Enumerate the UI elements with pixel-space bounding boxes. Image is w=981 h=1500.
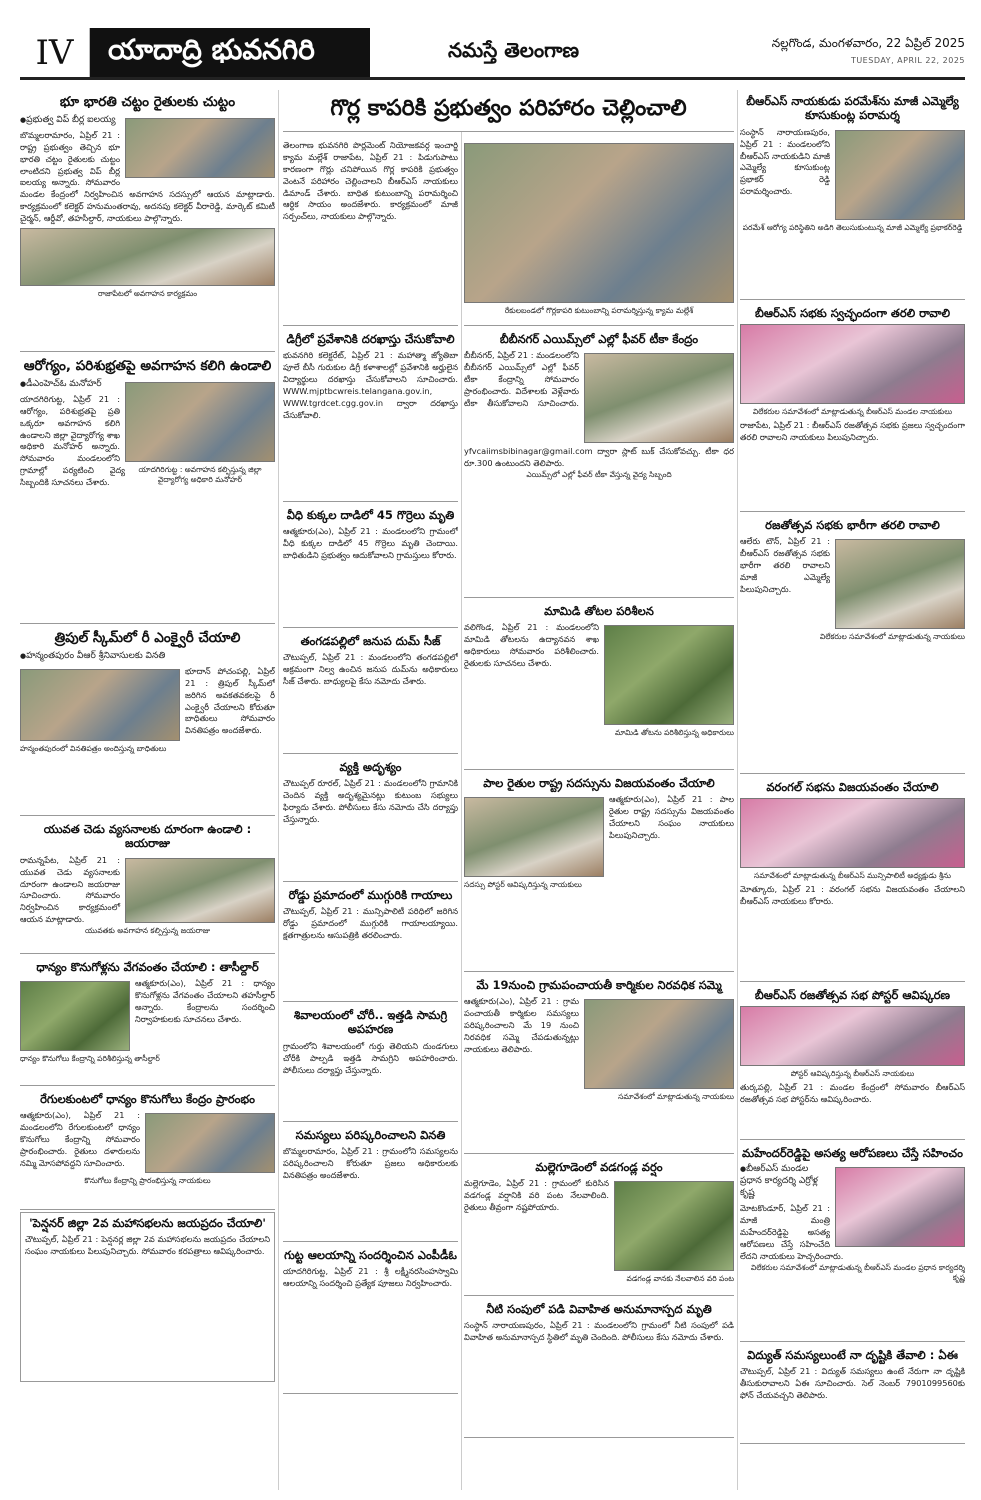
story-photo: [125, 118, 275, 178]
story-photo: [604, 625, 734, 725]
story-headline: సమస్యలు పరిష్కరించాలని వినతి: [295, 1128, 446, 1142]
column-3: [464, 136, 734, 1490]
story-body: యాదగిరిగుట్ట, ఏప్రిల్ 21 : ఆరోగ్యం, పరిశుభ్రతపై ప్రతి ఒక్కరూ అవగాహన కలిగి ఉండాలని జిల్లా వైద్యారోగ్య శాఖ అధికారి మనోహర్ అన్నారు. సోమవారం మండలంలోని గ్రామాల్లో పర్యటించి వైద్య సిబ్బందికి సూచనలు చేశారు.: [20, 393, 125, 488]
news-story: [464, 1156, 734, 1296]
news-story: [464, 600, 734, 770]
news-story: [283, 630, 458, 754]
news-story: [464, 328, 734, 598]
story-photo: [835, 1167, 965, 1247]
story-body: ఆత్మకూరు(ఎం), ఏప్రిల్ 21 : ధాన్యం కొనుగోళ్లను వేగవంతం చేయాలని తహసీల్దార్ అన్నారు. కేంద్రాలను సందర్శించి నిర్వాహకులకు సూచనలు చేశారు.: [135, 978, 275, 1025]
story-body: వలిగొండ, ఏప్రిల్ 21 : మండలంలోని మామిడి తోటలను ఉద్యానవన శాఖ అధికారులు సోమవారం పరిశీలించారు. రైతులకు సూచనలు చేశారు.: [464, 622, 599, 669]
column-rule: [737, 90, 738, 1490]
story-body: ఆత్మకూరు(ఎం), ఏప్రిల్ 21 : పాల రైతుల రాష్ట్ర సదస్సును విజయవంతం చేయాలని సంఘం నాయకులు పిలుపునిచ్చారు.: [609, 794, 734, 841]
story-body: బొమ్మలరామారం, ఏప్రిల్ 21 : గ్రామంలోని సమస్యలను పరిష్కరించాలని కోరుతూ ప్రజలు అధికారులకు వినతిపత్రం అందజేశారు.: [283, 1146, 458, 1181]
photo-caption: పోస్టర్ ఆవిష్కరిస్తున్న బీఆర్ఎస్ నాయకులు: [790, 1069, 915, 1079]
story-headline: మల్లెగూడెంలో వడగండ్ల వర్షం: [535, 1160, 663, 1174]
story-headline: త్రిపుల్ స్కీమ్‌లో రీ ఎంక్వైరీ చేయాలి: [54, 630, 241, 646]
dateline: [710, 28, 965, 77]
story-headline: బీఆర్ఎస్ నాయకుడు పరమేశ్‌ను మాజీ ఎమ్మెల్యే కూసుకుంట్ల పరామర్శ: [746, 94, 959, 123]
story-headline: వీధి కుక్కల దాడిలో 45 గొర్రెలు మృతి: [286, 508, 455, 522]
story-photo: [125, 382, 275, 462]
story-photo: [584, 353, 734, 443]
story-byline: ● ప్రభుత్వ విప్ బీర్ల ఐలయ్య: [20, 115, 275, 127]
story-headline: రజతోత్సవ సభకు భారీగా తరలి రావాలి: [765, 518, 940, 532]
news-story: [740, 984, 965, 1140]
story-body: చౌటుప్పల్ రూరల్, ఏప్రిల్ 21 : మండలంలోని గ్రామానికి చెందిన వ్యక్తి అదృశ్యమైనట్లు కుటుంబ సభ్యులు ఫిర్యాదు చేశారు. పోలీసులు కేసు నమోదు చేసి దర్యాప్తు చేస్తున్నారు.: [283, 778, 458, 825]
story-body: ఆత్మకూరు(ఎం), ఏప్రిల్ 21 : గ్రామ పంచాయతీ కార్మికుల సమస్యలు పరిష్కరించాలని మే 19 నుంచి నిరవధిక సమ్మె చేపడుతున్నట్లు నాయకులు తెలిపారు.: [464, 996, 579, 1054]
story-byline: ● బీఆర్ఎస్ మండల ప్రధాన కార్యదర్శి ఎర్రోళ్ల కృష్ణ: [740, 1164, 965, 1200]
story-photo: [20, 228, 275, 286]
story-body: బీబీనగర్, ఏప్రిల్ 21 : మండలంలోని బీబీనగర్ ఎయిమ్స్‌లో ఎల్లో ఫీవర్ టీకా కేంద్రాన్ని సోమవారం ప్రారంభించారు. విదేశాలకు వెళ్లేవారు టీకా తీసుకోవాలని సూచించారు. yfvcaiimsbibinagar@gmail.com ద్వారా స్లాట్ బుక్ చేసుకోవచ్చు. టీకా ధర రూ.300 ఉంటుందని తెలిపారు.: [464, 350, 734, 469]
news-story: [283, 756, 458, 882]
news-story: [283, 884, 458, 1002]
photo-caption: రేకులబండలో గొర్లకాపరి కుటుంబాన్ని పరామర్శిస్తున్న క్యామ మల్లేశ్: [504, 306, 694, 315]
story-photo: [125, 858, 275, 923]
date-telugu: నల్లగొండ, మంగళవారం, 22 ఏప్రిల్ 2025: [771, 36, 965, 50]
column-rule: [461, 132, 462, 1490]
story-headline: బీబీనగర్ ఎయిమ్స్‌లో ఎల్లో ఫీవర్ టీకా కేంద్రం: [499, 332, 699, 346]
story-headline: యువత చెడు వ్యసనాలకు దూరంగా ఉండాలి : జయరాజు: [43, 822, 252, 851]
story-headline: 'పెన్షనర్ జిల్లా 2వ మహాసభలను జయప్రదం చేయాలి': [29, 1216, 266, 1230]
news-story: [20, 626, 275, 816]
column-rule: [278, 90, 279, 1490]
photo-caption: వడగండ్ల వానకు నేలవాలిన వరి పంట: [626, 1274, 734, 1284]
photo-caption: యాదగిరిగుట్ట : అవగాహన కల్పిస్తున్న జిల్లా వైద్యారోగ్య అధికారి మనోహర్: [138, 464, 262, 484]
news-story: [464, 974, 734, 1154]
story-body: తుర్కపల్లి, ఏప్రిల్ 21 : మండల కేంద్రంలో సోమవారం బీఆర్ఎస్ రజతోత్సవ సభ పోస్టర్‌ను ఆవిష్కరించారు.: [740, 1082, 965, 1105]
news-story: [283, 136, 458, 326]
story-body: భూదాన్ పోచంపల్లి, ఏప్రిల్ 21 : త్రిపుల్ స్కీమ్‌లో జరిగిన అవకతవకలపై రీ ఎంక్వైరీ చేయాలని కోరుతూ బాధితులు సోమవారం వినతిపత్రం అందజేశారు.: [185, 665, 275, 736]
story-headline: బీఆర్ఎస్ రజతోత్సవ సభ పోస్టర్ ఆవిష్కరణ: [754, 988, 951, 1002]
story-photo: [20, 669, 180, 741]
story-photo: [740, 798, 965, 868]
story-photo: [835, 539, 965, 629]
news-story: [740, 1344, 965, 1444]
story-byline: ● డీఎంహెచ్ఓ మనోహర్: [20, 379, 275, 391]
story-body: చౌటుప్పల్, ఏప్రిల్ 21 : మున్సిపాలిటీ పరిధిలో జరిగిన రోడ్డు ప్రమాదంలో ముగ్గురికి గాయాలయ్యాయి. క్షతగాత్రులను ఆసుపత్రికి తరలించారు.: [283, 906, 458, 941]
photo-caption: సమావేశంలో మాట్లాడుతున్న బీఆర్ఎస్ మున్సిపాలిటీ అధ్యక్షుడు శ్రీను: [753, 871, 952, 881]
photo-caption: రాజాపేటలో అవగాహన కార్యక్రమం: [97, 289, 198, 298]
photo-caption: విలేకరుల సమావేశంలో మాట్లాడుతున్న బీఆర్ఎస్ మండల ప్రధాన కార్యదర్శి కృష్ణ: [750, 1262, 965, 1282]
story-headline: బీఆర్ఎస్ సభకు స్వచ్ఛందంగా తరలి రావాలి: [754, 306, 951, 320]
story-headline: నీటి సంపులో పడి వివాహిత అనుమానాస్పద మృతి: [486, 1302, 712, 1316]
story-body: యాదగిరిగుట్ట, ఏప్రిల్ 21 : శ్రీ లక్ష్మీనరసింహస్వామి ఆలయాన్ని సందర్శించి ప్రత్యేక పూజలు నిర్వహించారు.: [283, 1266, 458, 1289]
photo-caption: పరమేశ్ ఆరోగ్య పరిస్థితిని అడిగి తెలుసుకుంటున్న మాజీ ఎమ్మెల్యే ప్రభాకర్‌రెడ్డి: [742, 222, 963, 232]
photo-caption: యువతకు అవగాహన కల్పిస్తున్న జయరాజు: [84, 926, 211, 936]
news-story: [740, 90, 965, 300]
news-story: [740, 514, 965, 774]
story-headline: రేగులకుంటలో ధాన్యం కొనుగోలు కేంద్రం ప్రారంభం: [40, 1092, 255, 1106]
photo-caption: కొనుగోలు కేంద్రాన్ని ప్రారంభిస్తున్న నాయకులు: [84, 1176, 211, 1186]
lead-headline: గొర్ల కాపరికి ప్రభుత్వం పరిహారం చెల్లించాలి: [283, 90, 734, 132]
story-headline: మహేందర్‌రెడ్డిపై అసత్య ఆరోపణలు చేస్తే సహించం: [742, 1146, 963, 1160]
story-body: గ్రామంలోని శివాలయంలో గుర్తు తెలియని దుండగులు చోరీకి పాల్పడి ఇత్తడి సామగ్రిని అపహరించారు. పోలీసులు దర్యాప్తు చేస్తున్నారు.: [283, 1040, 458, 1075]
story-body: మల్లెగూడెం, ఏప్రిల్ 21 : గ్రామంలో కురిసిన వడగండ్ల వర్షానికి వరి పంట నేలవాలింది. రైతులు తీవ్రంగా నష్టపోయారు.: [464, 1178, 609, 1213]
story-body: మోటకొండూర్, ఏప్రిల్ 21 : మాజీ మంత్రి మహేందర్‌రెడ్డిపై అసత్య ఆరోపణలు చేస్తే సహించేది లేదని నాయకులు హెచ్చరించారు.: [740, 1203, 844, 1261]
masthead: [20, 28, 965, 80]
news-story: [283, 328, 458, 502]
photo-caption: విలేకరుల సమావేశంలో మాట్లాడుతున్న నాయకులు: [819, 632, 965, 642]
news-story: [20, 1088, 275, 1210]
story-photo: [145, 1113, 275, 1173]
story-body: ఆత్మకూరు(ఎం), ఏప్రిల్ 21 : మండలంలోని గ్రామంలో వీధి కుక్కల దాడిలో 45 గొర్రెలు మృతి చెందాయి. బాధితుడిని ప్రభుత్వం ఆదుకోవాలని గ్రామస్తులు కోరారు.: [283, 526, 458, 561]
page-number: IV: [20, 28, 90, 77]
news-story: [20, 1212, 275, 1382]
story-body: ఆలేరు టౌన్, ఏప్రిల్ 21 : బీఆర్ఎస్ రజతోత్సవ సభకు భారీగా తరలి రావాలని మాజీ ఎమ్మెల్యే పిలుపునిచ్చారు.: [740, 536, 830, 594]
story-body: సంస్థాన్ నారాయణపురం, ఏప్రిల్ 21 : మండలంలోని గ్రామంలో నీటి సంపులో పడి వివాహిత అనుమానాస్పద స్థితిలో మృతి చెందింది. పోలీసులు కేసు నమోదు చేశారు.: [464, 1320, 734, 1343]
story-body: రామన్నపేట, ఏప్రిల్ 21 : యువత చెడు వ్యసనాలకు దూరంగా ఉండాలని జయరాజు సూచించారు. సోమవారం నిర్వహించిన కార్యక్రమంలో ఆయన మాట్లాడారు.: [20, 854, 120, 925]
story-body: ఆత్మకూరు(ఎం), ఏప్రిల్ 21 : మండలంలోని రేగులకుంటలో ధాన్యం కొనుగోలు కేంద్రాన్ని సోమవారం ప్రారంభించారు. రైతులు దళారులను నమ్మి మోసపోవద్దని సూచించారు.: [20, 1110, 140, 1168]
story-headline: ఆరోగ్యం, పరిశుభ్రతపై అవగాహన కలిగి ఉండాలి: [23, 358, 272, 374]
photo-caption: సమావేశంలో మాట్లాడుతున్న నాయకులు: [618, 1092, 734, 1102]
story-headline: విద్యుత్ సమస్యలుంటే నా దృష్టికి తేవాలి : ఏఈ: [747, 1348, 958, 1362]
column-1: [20, 90, 275, 1490]
story-photo: [20, 981, 130, 1051]
news-story: [20, 818, 275, 954]
story-photo: [584, 999, 734, 1089]
story-headline: ధాన్యం కొనుగోళ్లను వేగవంతం చేయాలి : తాసీల్దార్: [36, 960, 259, 974]
story-photo: [464, 797, 604, 877]
story-headline: భూ భారతి చట్టం రైతులకు చుట్టం: [59, 94, 236, 110]
photo-caption: సదస్సు పోస్టర్ ఆవిష్కరిస్తున్న నాయకులు: [464, 880, 582, 890]
story-headline: వ్యక్తి అదృశ్యం: [339, 760, 402, 774]
newspaper-name: నమస్తే తెలంగాణ: [448, 38, 580, 62]
story-photo: [740, 324, 965, 404]
story-headline: శివాలయంలో చోరీ.. ఇత్తడి సామగ్రి అపహరణ: [293, 1008, 448, 1037]
news-story: [740, 776, 965, 982]
photo-caption: ఎయిమ్స్‌లో ఎల్లో ఫీవర్ టీకా వేస్తున్న వైద్య సిబ్బంది: [526, 470, 672, 480]
column-4: [740, 90, 965, 1490]
news-story: [740, 1142, 965, 1342]
story-photo: [614, 1181, 734, 1271]
story-body: భువనగిరి కలెక్టరేట్, ఏప్రిల్ 21 : మహాత్మా జ్యోతిబా పూలే బీసీ గురుకుల డిగ్రీ కళాశాలల్లో ప్రవేశానికి అర్హులైన విద్యార్థులు దరఖాస్తు చేసుకోవాలని సూచించారు. WWW.mjptbcwreis.telangana.gov.in, WWW.tgrdcet.cgg.gov.in ద్వారా దరఖాస్తు చేసుకోవాలి.: [283, 350, 458, 420]
story-headline: తంగడపల్లిలో జనుప దుమ్ సీజ్: [300, 634, 441, 648]
story-body: చౌటుప్పల్, ఏప్రిల్ 21 : మండలంలోని తంగడపల్లిలో అక్రమంగా నిల్వ ఉంచిన జనుప దుమ్‌ను అధికారులు సీజ్ చేశారు. బాధ్యులపై కేసు నమోదు చేశారు.: [283, 652, 458, 687]
news-story: [20, 354, 275, 624]
district-banner: యాదాద్రి భువనగిరి: [90, 28, 370, 77]
story-headline: మే 19నుంచి గ్రామపంచాయతీ కార్మికుల నిరవధిక సమ్మె: [476, 978, 722, 992]
news-story: [464, 1298, 734, 1438]
news-story: [740, 302, 965, 512]
story-body: సంస్థాన్ నారాయణపురం, ఏప్రిల్ 21 : మండలంలోని బీఆర్ఎస్ నాయకుడిని మాజీ ఎమ్మెల్యే కూసుకుంట్ల ప్రభాకర్ రెడ్డి పరామర్శించారు.: [740, 126, 830, 197]
news-story: [283, 1004, 458, 1122]
date-english: TUESDAY, APRIL 22, 2025: [850, 56, 965, 65]
story-byline: ● హన్మంతపురం వీఆర్ శ్రీనివాసులకు వినతి: [20, 651, 275, 663]
story-headline: వరంగల్ సభను విజయవంతం చేయాలి: [766, 780, 939, 794]
photo-caption: హన్మంతపురంలో వినతిపత్రం అందిస్తున్న బాధితులు: [20, 743, 167, 753]
lead-photo-block: [464, 136, 734, 326]
story-body: రాజాపేట, ఏప్రిల్ 21 : బీఆర్ఎస్ రజతోత్సవ సభకు ప్రజలు స్వచ్ఛందంగా తరలి రావాలని నాయకులు పిలుపునిచ్చారు.: [740, 420, 965, 443]
story-headline: గుట్ట ఆలయాన్ని సందర్శించిన ఎంపీడీఓ: [284, 1248, 457, 1262]
news-story: [283, 1244, 458, 1394]
photo-caption: ధాన్యం కొనుగోలు కేంద్రాన్ని పరిశీలిస్తున్న తాసీల్దార్: [20, 1054, 160, 1064]
photo-caption: విలేకరుల సమావేశంలో మాట్లాడుతున్న బీఆర్ఎస్ మండల నాయకులు: [752, 407, 953, 417]
story-body: చౌటుప్పల్, ఏప్రిల్ 21 : విద్యుత్ సమస్యలు ఉంటే నేరుగా నా దృష్టికి తీసుకురావాలని ఏఈ సూచించారు. సెల్ నెంబర్ 7901099560కు ఫోన్ చేయవచ్చని తెలిపారు.: [740, 1366, 965, 1401]
story-body: తెలంగాణ భువనగిరి పొర్లమెంట్ నియోజకవర్గ ఇంచార్జి క్యామ మల్లేశ్ రాజాపేట, ఏప్రిల్ 21 : పిడుగుపాటు కారణంగా గొర్లు చనిపోయిన గొర్ల కాపరికి ప్రభుత్వం వెంటనే పరిహారం చెల్లించాలని బీఆర్ఎస్ నాయకులు డిమాండ్ చేశారు. బాధిత కుటుంబాన్ని పరామర్శించి ఆర్థిక సాయం అందజేశారు. కార్యక్రమంలో మాజీ సర్పంచ్‌లు, నాయకులు పాల్గొన్నారు.: [283, 140, 458, 222]
news-story: [283, 504, 458, 628]
story-headline: పాల రైతుల రాష్ట్ర సదస్సును విజయవంతం చేయాలి: [483, 776, 715, 790]
story-headline: రోడ్డు ప్రమాదంలో ముగ్గురికి గాయాలు: [288, 888, 453, 902]
lead-photo: [464, 143, 734, 303]
story-headline: మామిడి తోటల పరిశీలన: [544, 604, 654, 618]
column-2: [283, 136, 458, 1490]
news-story: [464, 772, 734, 972]
news-story: [283, 1124, 458, 1242]
story-headline: డిగ్రీలో ప్రవేశానికి దరఖాస్తు చేసుకోవాలి: [286, 332, 455, 346]
story-body: బొమ్మలరామారం, ఏప్రిల్ 21 : రాష్ట్ర ప్రభుత్వం తెచ్చిన భూ భారతి చట్టం రైతులకు చుట్టం లాంటిదని ప్రభుత్వ విప్ బీర్ల ఐలయ్య అన్నారు. సోమవారం మండల కేంద్రంలో నిర్వహించిన అవగాహన సదస్సులో ఆయన మాట్లాడారు. కార్యక్రమంలో కలెక్టర్ హనుమంతరావు, అదనపు కలెక్టర్ వీరారెడ్డి, మార్కెట్ కమిటీ చైర్మన్, ఆర్డీవో, తహసీల్దార్, నాయకులు పాల్గొన్నారు.: [20, 129, 275, 224]
story-photo: [835, 130, 965, 220]
news-story: [20, 956, 275, 1086]
story-body: చౌటుప్పల్, ఏప్రిల్ 21 : పెన్షనర్ల జిల్లా 2వ మహాసభలను జయప్రదం చేయాలని సంఘం నాయకులు పిలుపునిచ్చారు. సోమవారం కరపత్రాలు ఆవిష్కరించారు.: [25, 1234, 270, 1257]
story-body: మోత్కూరు, ఏప్రిల్ 21 : వరంగల్ సభను విజయవంతం చేయాలని బీఆర్ఎస్ నాయకులు కోరారు.: [740, 884, 965, 907]
photo-caption: మామిడి తోటను పరిశీలిస్తున్న అధికారులు: [615, 728, 734, 738]
news-story: [20, 90, 275, 352]
story-photo: [740, 1006, 965, 1066]
